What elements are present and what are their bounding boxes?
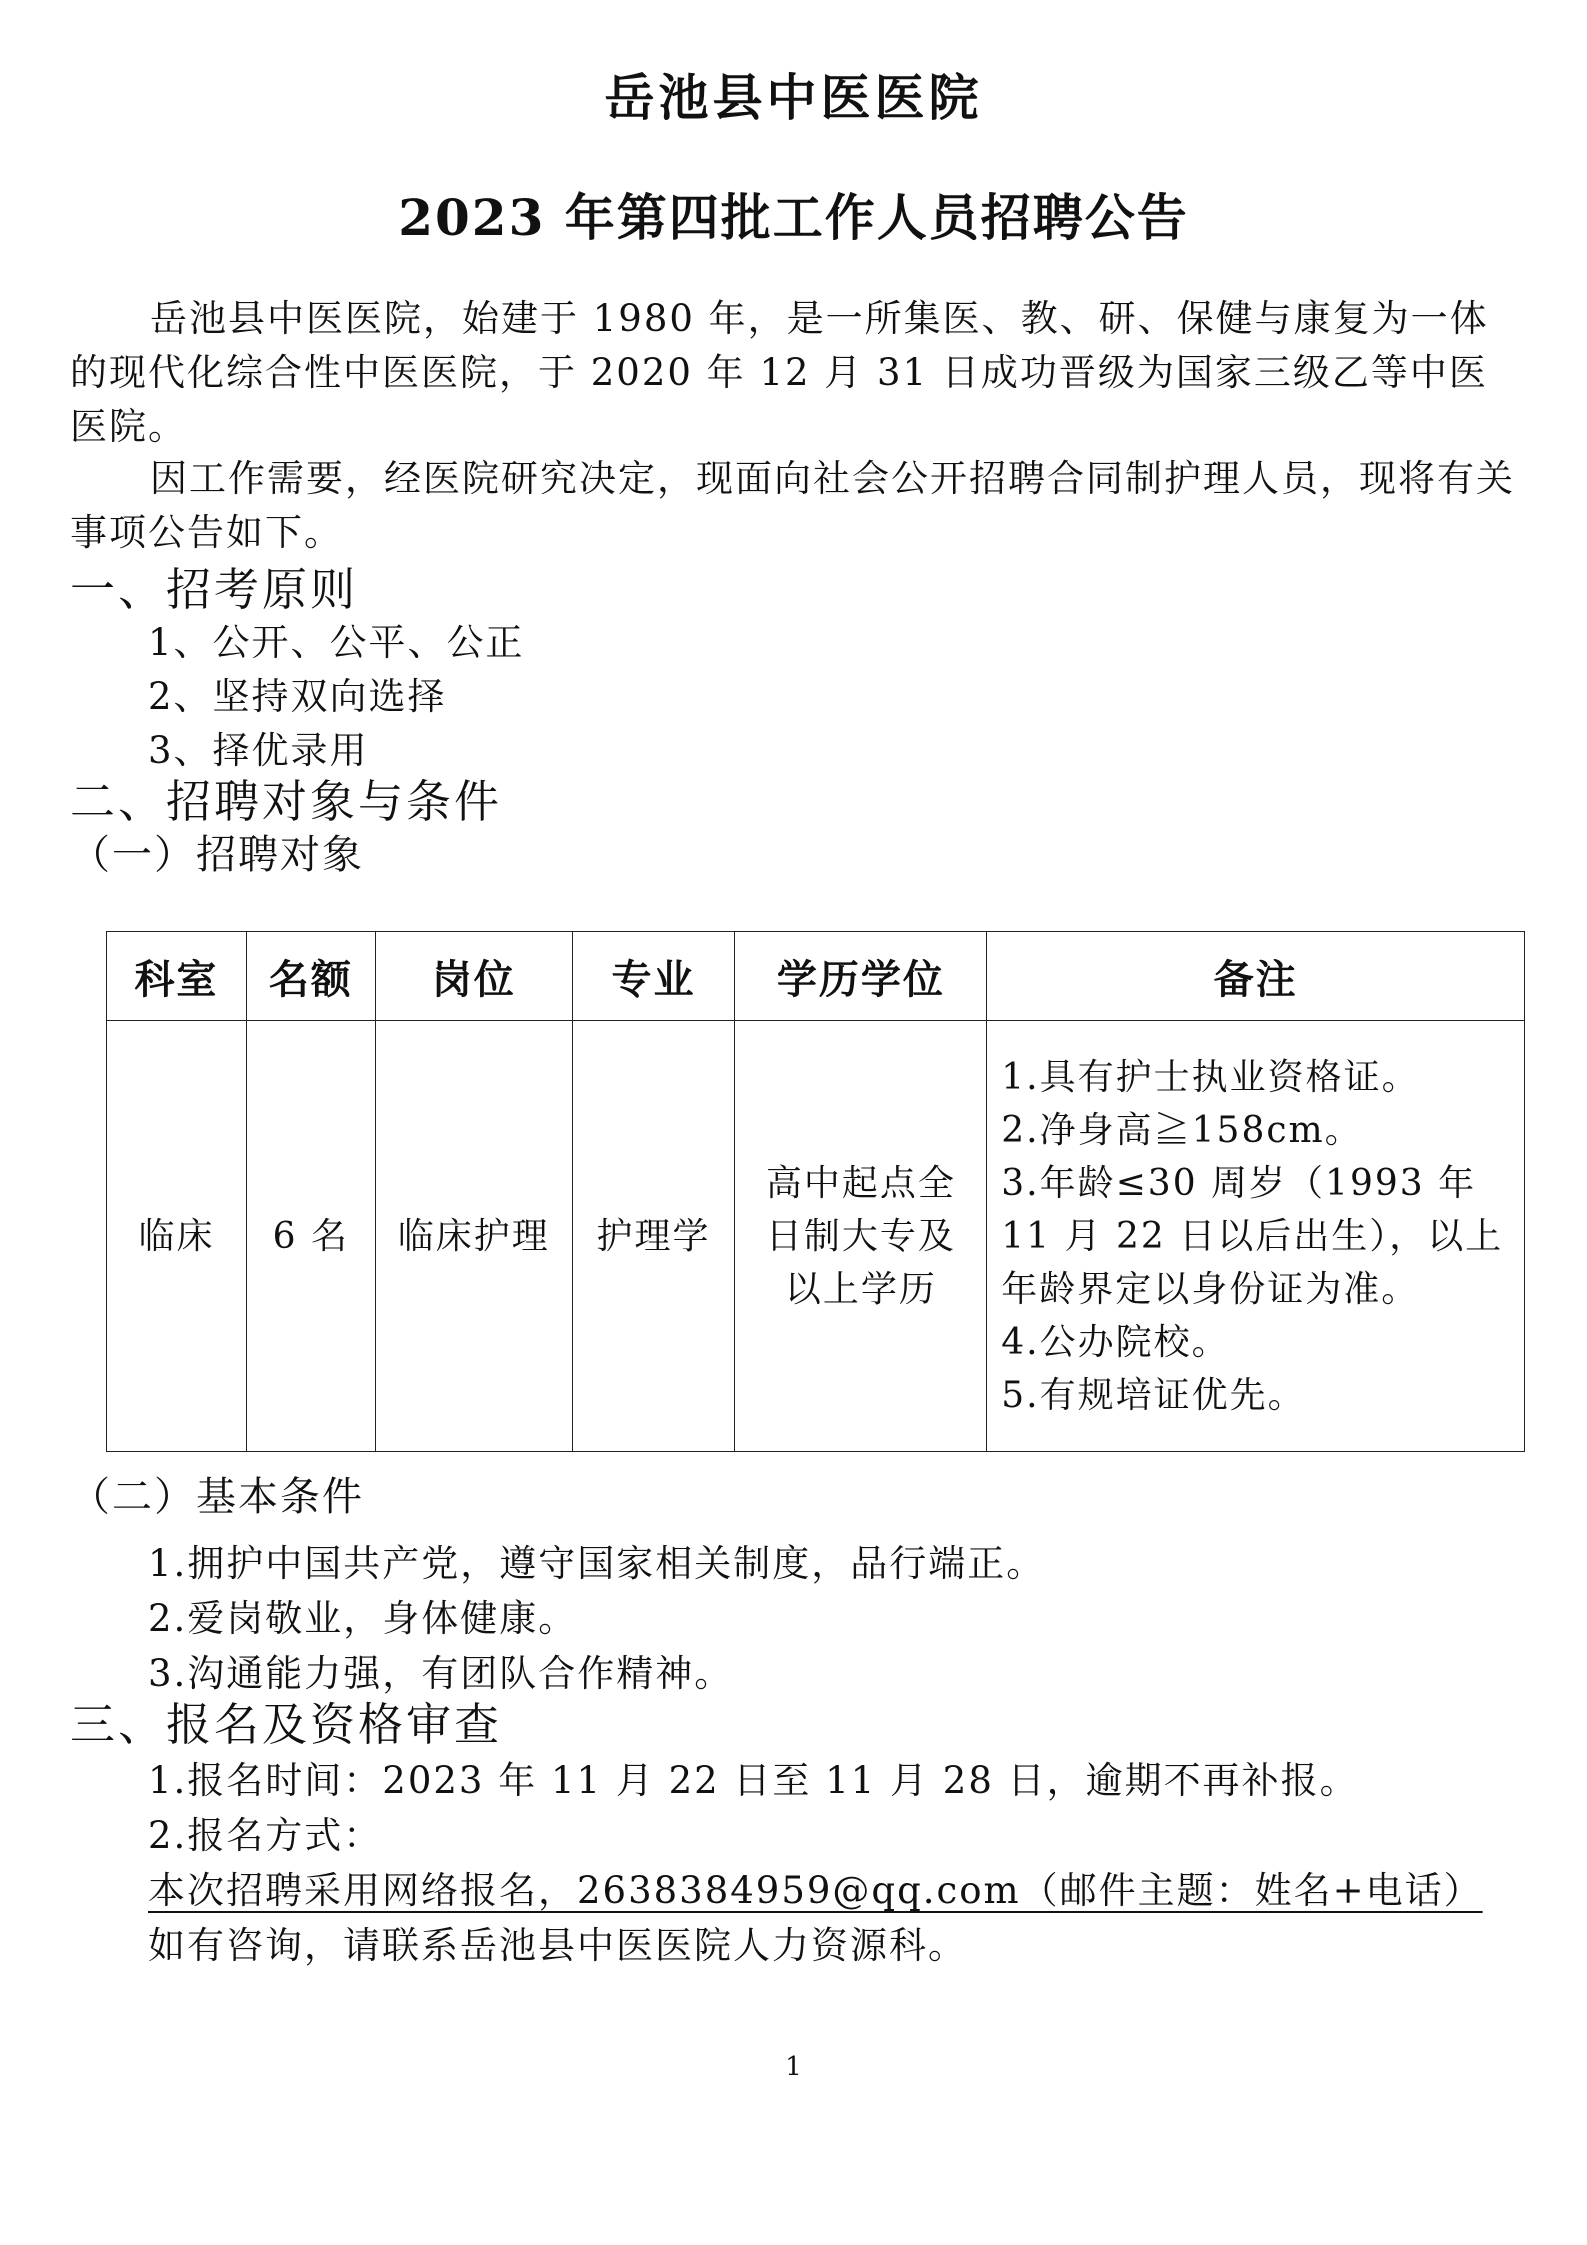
table-header-cell: 专业	[572, 932, 735, 1021]
table-header-row	[107, 932, 1525, 1021]
registration-method-label: 2.报名方式：	[148, 1814, 383, 1857]
principle-item: 3、择优录用	[148, 729, 369, 772]
registration-time: 1.报名时间：2023 年 11 月 22 日至 11 月 28 日，逾期不再补报。	[148, 1759, 1359, 1802]
section-3-heading: 三、报名及资格审查	[70, 1698, 503, 1751]
contact-info: 如有咨询，请联系岳池县中医医院人力资源科。	[148, 1924, 967, 1967]
registration-method: 本次招聘采用网络报名，2638384959@qq.com（邮件主题：姓名+电话）	[148, 1869, 1483, 1912]
condition-item: 3.沟通能力强，有团队合作精神。	[148, 1652, 734, 1695]
dept-cell: 临床	[107, 1021, 247, 1452]
document-title: 岳池县中医医院	[604, 68, 983, 127]
principle-item: 1、公开、公平、公正	[148, 621, 525, 664]
remark-line: 3.年龄≤30 周岁（1993 年 11 月 22 日以后出生），以上年龄界定以身份证为准。	[1001, 1162, 1504, 1310]
remark-line: 1.具有护士执业资格证。	[1001, 1056, 1420, 1098]
table-header-cell: 岗位	[375, 932, 572, 1021]
condition-item: 1.拥护中国共产党，遵守国家相关制度，品行端正。	[148, 1542, 1046, 1585]
remark-line: 4.公办院校。	[1001, 1321, 1230, 1363]
subsection-recruit-target: （一）招聘对象	[70, 832, 364, 878]
education-cell: 高中起点全日制大专及以上学历	[735, 1021, 987, 1452]
recruitment-table	[106, 931, 1525, 1452]
table-header-cell: 学历学位	[735, 932, 987, 1021]
remark-line: 5.有规培证优先。	[1001, 1374, 1306, 1416]
quota-cell: 6 名	[246, 1021, 375, 1452]
section-1-heading: 一、招考原则	[70, 563, 359, 616]
table-header-cell: 名额	[246, 932, 375, 1021]
intro-paragraph-1: 岳池县中医医院，始建于 1980 年，是一所集医、教、研、保健与康复为一体的现代化综合性中医医院，于 2020 年 12 月 31 日成功晋级为国家三级乙等中医医院。	[70, 297, 1489, 448]
table-row	[107, 1021, 1525, 1452]
table-header-cell: 科室	[107, 932, 247, 1021]
post-cell: 临床护理	[375, 1021, 572, 1452]
document-subtitle: 2023 年第四批工作人员招聘公告	[398, 188, 1189, 247]
section-2-heading: 二、招聘对象与条件	[70, 775, 503, 828]
page-number: 1	[785, 2052, 802, 2082]
condition-item: 2.爱岗敬业，身体健康。	[148, 1597, 578, 1640]
major-cell: 护理学	[572, 1021, 735, 1452]
principle-item: 2、坚持双向选择	[148, 675, 447, 718]
remark-line: 2.净身高≧158cm。	[1001, 1109, 1363, 1151]
subsection-basic-conditions: （二）基本条件	[70, 1474, 364, 1520]
remarks-cell	[987, 1021, 1525, 1452]
intro-paragraph-2: 因工作需要，经医院研究决定，现面向社会公开招聘合同制护理人员，现将有关事项公告如下。	[70, 457, 1515, 554]
table-header-cell: 备注	[987, 932, 1525, 1021]
